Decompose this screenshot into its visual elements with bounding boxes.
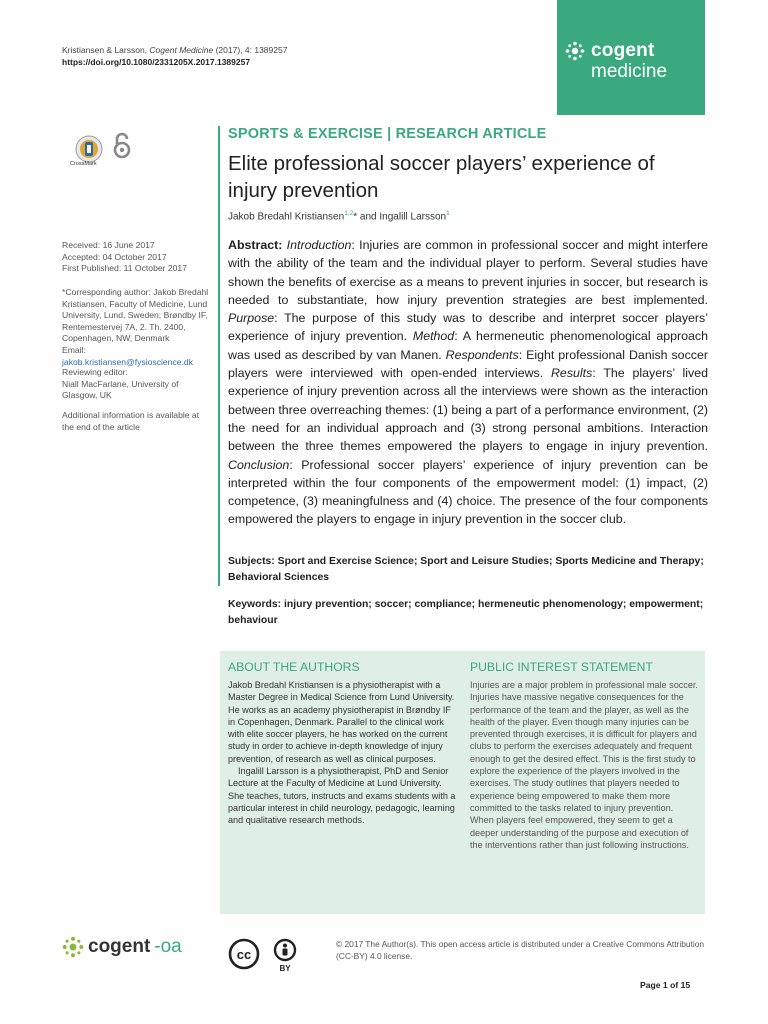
corresponding-author: *Corresponding author: Jakob Bredahl Kristiansen, Faculty of Medicine, Lund University, Lund, Sweden; Brøndby IF, Rentemestervej 7A, 2. Th. 2400, Copenhagen, NW, Denmark bbox=[62, 287, 209, 344]
creative-commons-icon bbox=[228, 938, 260, 970]
method-text: : A hermeneutic phenomenological approach was used as described by van Manen. bbox=[228, 329, 708, 362]
abstract-divider bbox=[218, 126, 220, 586]
author-1-affiliation: 1,2 bbox=[344, 210, 354, 217]
subjects-line: Subjects: Sport and Exercise Science; Sport and Leisure Studies; Sports Medicine and Therapy; Behavioral Sciences bbox=[228, 556, 704, 583]
dates-block bbox=[62, 240, 212, 275]
cc-license-icons[interactable] bbox=[228, 938, 300, 974]
conclusion-text: : Professional soccer players’ experience of injury prevention can be interpreted within the four components of the empowerment model: (1) impact, (2) competence, (3) meaningfulness and (4) choice. The presence of the four components empowered the players to engage in injury prevention in the soccer club. bbox=[228, 457, 708, 527]
intro-text: : Injuries are common in professional soccer and might interfere with the ability of the team and the individual player to perform. Several studies have shown the benefits of exercise as a means to prevent injuries in soccer, but research is needed to substantiate, how injury prevention strategies are best implemented. bbox=[228, 238, 708, 307]
conclusion-label: Conclusion bbox=[228, 457, 290, 472]
cc-text: cc bbox=[236, 947, 252, 962]
purpose-label: Purpose bbox=[228, 311, 275, 326]
abstract-text bbox=[228, 236, 708, 529]
respondents-label: Respondents bbox=[445, 347, 519, 362]
public-interest-column bbox=[470, 660, 698, 851]
citation-authors: Kristiansen & Larsson, bbox=[62, 45, 148, 55]
about-paragraph-1: Jakob Bredahl Kristiansen is a physiotherapist with a Master Degree in Medical Science from Lund University. He works as an academy physiotherapist in Brøndby IF in Copenhagen, Denmark. Parallel to the clinical work with elite soccer players, he has worked on the current study in order to achieve in-depth knowledge of injury prevention, of research as well as clinical purposes. bbox=[228, 680, 455, 764]
corresponding-star: * bbox=[353, 211, 358, 223]
by-text: BY bbox=[279, 964, 291, 973]
reviewing-editor-name: Niall MacFarlane, University of Glasgow, UK bbox=[62, 378, 179, 401]
crossmark-label: CrossMark bbox=[70, 161, 97, 167]
open-access-lock-icon bbox=[112, 132, 132, 160]
citation-journal: Cogent Medicine bbox=[149, 45, 214, 55]
author-separator: and bbox=[357, 211, 380, 223]
author-1[interactable]: Jakob Bredahl Kristiansen bbox=[228, 211, 345, 223]
about-authors-column bbox=[228, 660, 456, 827]
oa-word: -oa bbox=[154, 936, 182, 957]
cogent-oa-logo[interactable] bbox=[62, 936, 182, 958]
author-2-affiliation: 1 bbox=[446, 210, 450, 217]
citation-line bbox=[62, 44, 287, 56]
about-paragraph-2: Ingalill Larsson is a physiotherapist, PhD and Senior Lecture at the Faculty of Medicine at Lund University. She teaches, tutors, instructs and exams students with a particular interest in child neurology, pedagogic, learning and qualitative research methods. bbox=[228, 766, 456, 826]
doi-link[interactable]: https://doi.org/10.1080/2331205X.2017.1389257 bbox=[62, 57, 251, 67]
citation-volume: (2017), 4: 1389257 bbox=[215, 45, 288, 55]
accepted-date: Accepted: 04 October 2017 bbox=[62, 251, 167, 262]
journal-brand-box bbox=[557, 0, 705, 115]
method-label: Method bbox=[412, 329, 455, 344]
results-label: Results bbox=[550, 366, 593, 381]
email-label: Email: bbox=[62, 344, 86, 355]
about-authors-heading: ABOUT THE AUTHORS bbox=[228, 660, 360, 674]
editor-block bbox=[62, 367, 212, 402]
about-authors-text bbox=[228, 679, 456, 827]
abstract-label: Abstract: bbox=[228, 238, 283, 252]
email-line bbox=[62, 345, 212, 368]
intro-label: Introduction bbox=[286, 238, 352, 252]
public-interest-heading: PUBLIC INTEREST STATEMENT bbox=[470, 660, 653, 674]
cogent-oa-word: cogent bbox=[88, 936, 151, 957]
additional-info: Additional information is available at the end of the article bbox=[62, 410, 200, 432]
purpose-text: : The purpose of this study was to describe and interpret soccer players’ experience of injury prevention. bbox=[228, 311, 708, 344]
license-text: © 2017 The Author(s). This open access article is distributed under a Creative Commons Attribution (CC-BY) 4.0 license. bbox=[336, 939, 705, 961]
first-published-date: First Published: 11 October 2017 bbox=[62, 263, 187, 274]
reviewing-editor-label: Reviewing editor: bbox=[62, 367, 128, 377]
brand-medicine: medicine bbox=[591, 61, 668, 82]
section-tag: SPORTS & EXERCISE | RESEARCH ARTICLE bbox=[228, 126, 547, 142]
brand-cogent: cogent bbox=[591, 40, 655, 61]
article-title: Elite professional soccer players’ experience of injury prevention bbox=[228, 152, 655, 202]
author-line bbox=[228, 210, 450, 222]
received-date: Received: 16 June 2017 bbox=[62, 240, 155, 250]
corresponding-author-block bbox=[62, 287, 212, 368]
cogent-logo-icon bbox=[565, 41, 585, 61]
attribution-by-icon bbox=[270, 938, 300, 974]
cogent-oa-logo-icon bbox=[62, 936, 84, 958]
results-text: : The players’ lived experience of injury prevention across all the interviews were shown as the interaction between three overreaching themes: (1) being a part of a performance environment, (2) the need for an individual approach and (3) strong personal ambitions. Interaction between the three themes empowered the players to engage in injury prevention. bbox=[228, 366, 708, 454]
respondents-text: : Eight professional Danish soccer players were interviewed with open-ended interviews. bbox=[228, 347, 708, 381]
public-interest-text: Injuries are a major problem in professional male soccer. Injuries have massive negative consequences for the performance of the team and the player, as well as the health of the player. Even though many injuries can be prevented through exercises, it is difficult for players and clubs to perform the exercises adequately and frequent enough to get the desired effect. This is the first study to explore the experience of the players involved in the exercises. The study outlines that players needed to experience being empowered to make them more committed to the tasks related to injury prevention. When players feel empowered, they seem to get a deeper understanding of the purpose and execution of the interventions rather than just following instructions. bbox=[470, 680, 698, 850]
page-number: Page 1 of 15 bbox=[640, 980, 691, 990]
email-link[interactable]: jakob.kristiansen@fysioscience.dk bbox=[62, 356, 194, 367]
keywords-line: Keywords: injury prevention; soccer; compliance; hermeneutic phenomenology; empowerment; behaviour bbox=[228, 599, 704, 626]
author-2[interactable]: Ingalill Larsson bbox=[379, 211, 447, 223]
